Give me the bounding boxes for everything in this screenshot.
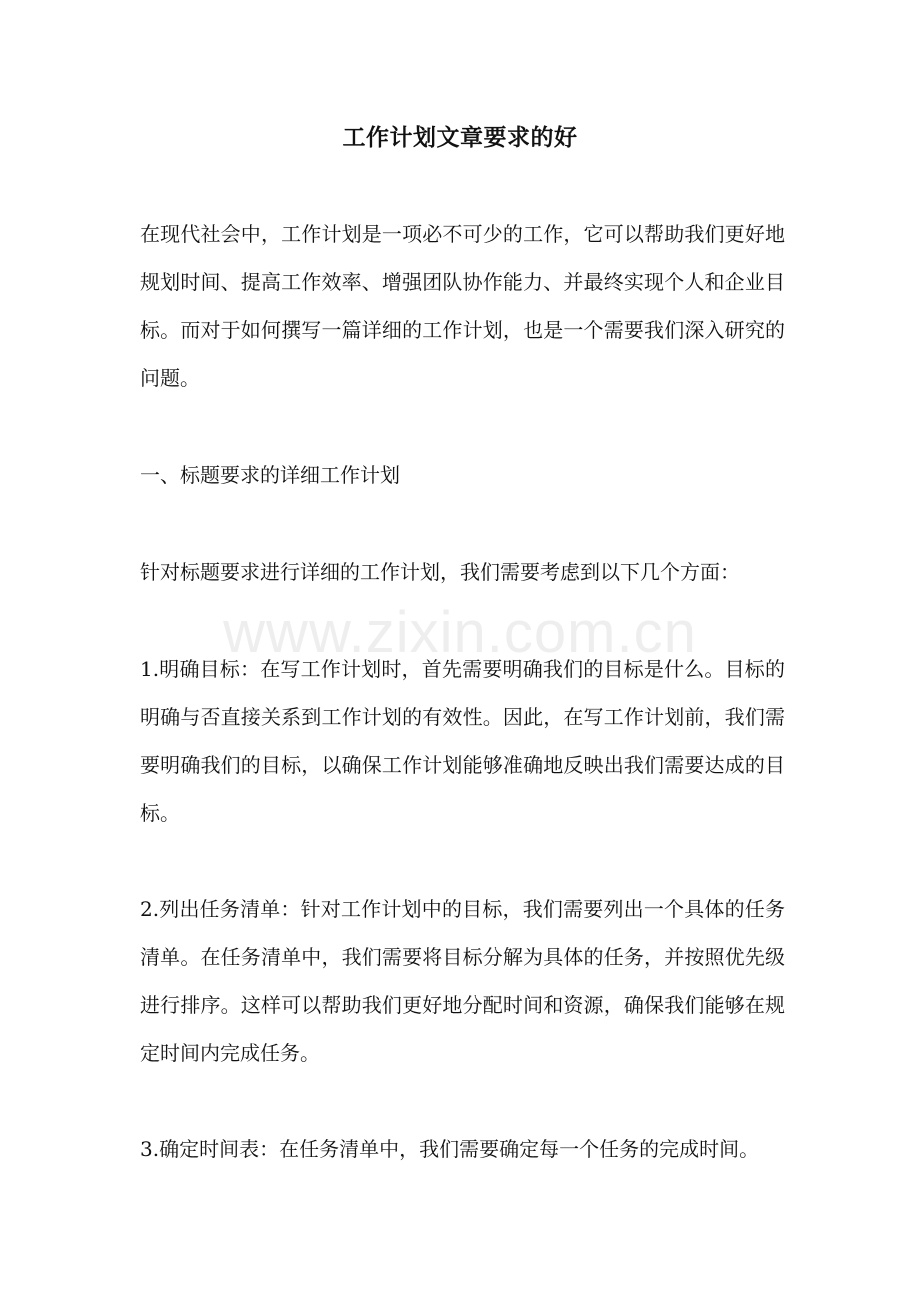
item-3-paragraph: 3.确定时间表：在任务清单中，我们需要确定每一个任务的完成时间。 [140,1137,760,1161]
watermark-text: www.zixin.com.cn [223,600,697,665]
item-1-paragraph: 1.明确目标：在写工作计划时，首先需要明确我们的目标是什么。目标的明确与否直接关系到工作计划的有效性。因此，在写工作计划前，我们需要明确我们的目标，以确保工作计划能够准确地反映出我们需要达成的目标。 [140,657,785,825]
intro-paragraph: 在现代社会中，工作计划是一项必不可少的工作，它可以帮助我们更好地规划时间、提高工作效率、增强团队协作能力、并最终实现个人和企业目标。而对于如何撰写一篇详细的工作计划，也是一个需要我们深入研究的问题。 [140,222,785,390]
section-intro-paragraph: 针对标题要求进行详细的工作计划，我们需要考虑到以下几个方面： [140,560,740,584]
item-2-paragraph: 2.列出任务清单：针对工作计划中的目标，我们需要列出一个具体的任务清单。在任务清单中，我们需要将目标分解为具体的任务，并按照优先级进行排序。这样可以帮助我们更好地分配时间和资源，确保我们能够在规定时间内完成任务。 [140,897,785,1065]
document-title: 工作计划文章要求的好 [342,124,578,151]
section-heading: 一、标题要求的详细工作计划 [140,463,400,487]
